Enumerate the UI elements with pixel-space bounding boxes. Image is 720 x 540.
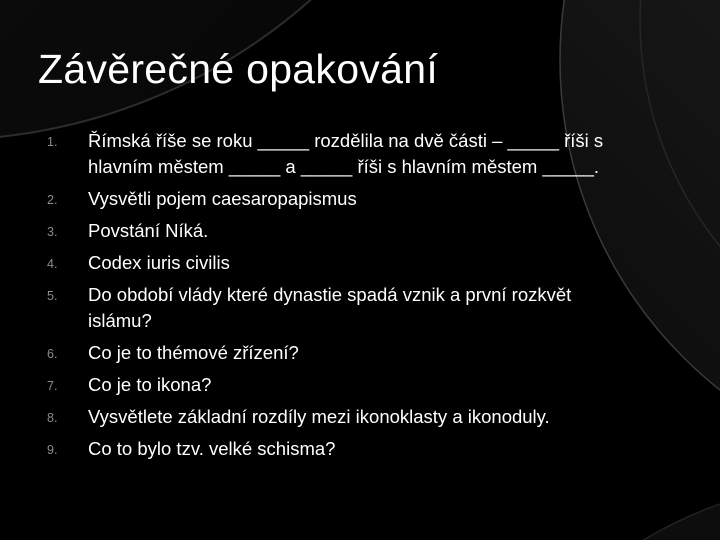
item-text: Co to bylo tzv. velké schisma? [88,438,336,459]
item-number: 1. [47,135,58,149]
item-number: 3. [47,225,58,239]
decor-arc-bottom-right [440,480,720,540]
item-text: Povstání Níká. [88,220,209,241]
decor-arc-bottom-left [0,460,220,540]
list-item [0,282,608,334]
item-text: Vysvětlete základní rozdíly mezi ikonoklasty a ikonoduly. [88,406,550,427]
list-item [0,340,608,366]
item-number: 9. [47,443,58,457]
item-text: Vysvětli pojem caesaropapismus [88,188,357,209]
list-item [0,436,608,462]
slide-title: Závěrečné opakování [38,46,439,92]
list-item [0,250,608,276]
item-text: Do období vlády které dynastie spadá vznik a první rozkvět islámu? [88,284,572,331]
question-list [0,128,720,468]
item-number: 7. [47,379,58,393]
list-item [0,128,608,180]
item-number: 5. [47,289,58,303]
item-number: 2. [47,193,58,207]
item-text: Codex iuris civilis [88,252,230,273]
list-item [0,186,608,212]
item-number: 8. [47,411,58,425]
item-text: Co je to ikona? [88,374,212,395]
list-item [0,372,608,398]
item-number: 6. [47,347,58,361]
item-text: Co je to thémové zřízení? [88,342,299,363]
list-item [0,218,608,244]
list-item [0,404,608,430]
item-text: Římská říše se roku _____ rozdělila na dvě části – _____ říši s hlavním městem _____ a _____ říši s hlavním městem _____. [88,130,604,177]
item-number: 4. [47,257,58,271]
